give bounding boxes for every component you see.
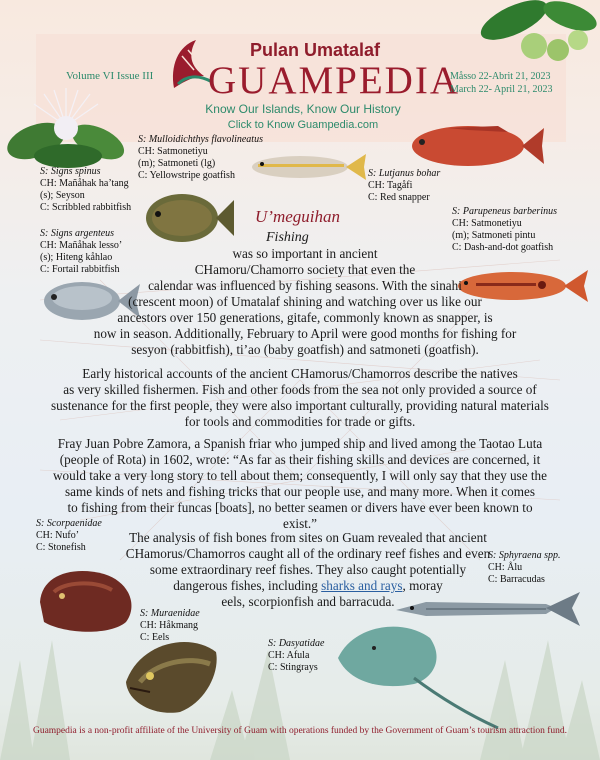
scribbled-rabbitfish-image	[142, 190, 234, 246]
moray-eel-image	[120, 632, 222, 716]
article-first-word: Fishing	[266, 230, 309, 245]
caption-line: CH: Håkmang	[140, 620, 199, 631]
leaves-illustration	[474, 0, 600, 72]
caption-line: C: Scribbled rabbitfish	[40, 202, 132, 213]
caption-line: C: Red snapper	[368, 192, 430, 203]
text-line: same kinds of nets and fishing tricks that our people use, and many more. When it comes	[64, 484, 535, 499]
text-line: calendar was influenced by fishing seasons. With the sinahi	[148, 278, 462, 293]
caption-stingray	[268, 638, 324, 674]
caption-line: S: Scorpaenidae	[36, 518, 102, 529]
caption-line: S: Lutjanus bohar	[368, 168, 441, 179]
text-line: The analysis of fish bones from sites on Guam revealed that ancient	[129, 530, 487, 545]
yellowstripe-goatfish-image	[250, 150, 366, 184]
text-line: some extraordinary reef fishes. They also caught potentially	[149, 562, 467, 577]
caption-line: (m); Satmoneti (lg)	[138, 158, 216, 169]
article-paragraph-1	[70, 246, 540, 358]
caption-line: S: Sphyraena spp.	[488, 550, 561, 561]
text-line: exist.”	[282, 516, 318, 531]
text-line: for tools and commodities for trade or gifts.	[184, 414, 416, 429]
caption-line: CH: Tagåfi	[368, 180, 413, 191]
red-snapper-image	[408, 120, 544, 170]
caption-yellowstripe-goatfish	[138, 134, 263, 182]
caption-line: CH: Nufo’	[36, 530, 80, 541]
caption-line: C: Stonefish	[36, 542, 86, 553]
text-line	[118, 578, 498, 594]
caption-line: S: Dasyatidae	[268, 638, 325, 649]
text-line: sesyon (rabbitfish), ti’ao (baby goatfish) and satmoneti (goatfish).	[131, 342, 479, 357]
caption-line: (m); Satmoneti pintu	[452, 230, 536, 241]
caption-line: (s); Seyson	[40, 190, 85, 201]
stingray-image	[334, 618, 500, 730]
caption-line: C: Barracudas	[488, 574, 545, 585]
text-line: Fray Juan Pobre Zamora, a Spanish friar who jumped ship and lived among the Taotao Luta	[57, 436, 543, 451]
text-line: now in season. Additionally, February to April were good months for fishing for	[93, 326, 517, 341]
caption-line: C: Eels	[140, 632, 170, 643]
date-english: March 22- April 21, 2023	[450, 84, 553, 95]
caption-line: C: Yellowstripe goatfish	[138, 170, 235, 181]
caption-line: S: Parupeneus barberinus	[452, 206, 557, 217]
sharks-and-rays-link[interactable]: sharks and rays	[321, 578, 403, 593]
issue-dates	[450, 70, 580, 96]
caption-line: (s); Hiteng kåhlao	[40, 252, 113, 263]
footer-note: Guampedia is a non-profit affiliate of the University of Guam with operations funded by the Government of Guam’s tourism attraction fund.	[32, 726, 568, 736]
flower-illustration	[6, 86, 126, 176]
text-line: Early historical accounts of the ancient CHamorus/Chamorros describe the natives	[82, 366, 518, 381]
caption-line: CH: Satmonetiyu	[452, 218, 522, 229]
caption-line: C: Stingrays	[268, 662, 318, 673]
article-paragraph-4	[118, 530, 498, 610]
text-span: dangerous fishes, including	[173, 578, 322, 593]
text-span: , moray	[402, 578, 443, 593]
text-line: (crescent moon) of Umatalaf shining and watching over us like our	[128, 294, 482, 309]
caption-line: S: Mulloidichthys flavolineatus	[138, 134, 263, 145]
caption-line: CH: Mañåhak ha’tang	[40, 178, 129, 189]
caption-line: CH: Afula	[268, 650, 310, 661]
text-line: sustenance for the first people, they were also important culturally, providing natural materials	[51, 398, 549, 413]
caption-scribbled-rabbitfish	[40, 166, 131, 214]
caption-line: CH: Ålu	[488, 562, 523, 573]
caption-line: S: Signs argenteus	[40, 228, 115, 239]
caption-line: CH: Mañåhak lesso’	[40, 240, 123, 251]
issue-volume: Volume VI Issue III	[66, 70, 154, 82]
article-title: U’meguihan	[255, 207, 340, 226]
caption-line: C: Fortail rabbitfish	[40, 264, 120, 275]
text-line: as very skilled fishermen. Fish and other foods from the sea not only provided a source of	[63, 382, 537, 397]
article-paragraph-2	[40, 366, 560, 430]
text-line: would take a very long story to tell about them; consequently, I will only say that they use the	[53, 468, 547, 483]
text-line: CHamoru/Chamorro society that even the	[194, 262, 416, 277]
caption-red-snapper	[368, 168, 440, 204]
text-line: CHamorus/Chamorros caught all of the ordinary reef fishes and even	[125, 546, 491, 561]
date-chamoru: Måsso 22-Abrit 21, 2023	[450, 71, 551, 82]
text-line: to fishing from their funcas [boats], no better seamen or divers have ever been known to	[67, 500, 533, 515]
brand-subtitle: Pulan Umatalaf	[250, 40, 381, 60]
caption-line: S: Muraenidae	[140, 608, 200, 619]
article-paragraph-3	[30, 436, 570, 532]
text-line: (people of Rota) in 1602, wrote: “As far as their fishing skills and devices are concerned, it	[59, 452, 541, 467]
guampedia-link[interactable]: Click to Know Guampedia.com	[227, 119, 379, 131]
text-line: eels, scorpionfish and barracuda.	[221, 594, 395, 609]
text-line: ancestors over 150 generations, gitafe, commonly known as snapper, is	[117, 310, 493, 325]
text-line: was so important in ancient	[232, 246, 378, 261]
caption-line: CH: Satmonetiyu	[138, 146, 208, 157]
caption-barracuda	[488, 550, 561, 586]
caption-line: S: Signs spinus	[40, 166, 101, 177]
brand-title: GUAMPEDIA	[208, 59, 460, 102]
caption-moray-eel	[140, 608, 200, 644]
brand-tagline: Know Our Islands, Know Our History	[205, 102, 401, 116]
caption-line: C: Dash-and-dot goatfish	[452, 242, 554, 253]
